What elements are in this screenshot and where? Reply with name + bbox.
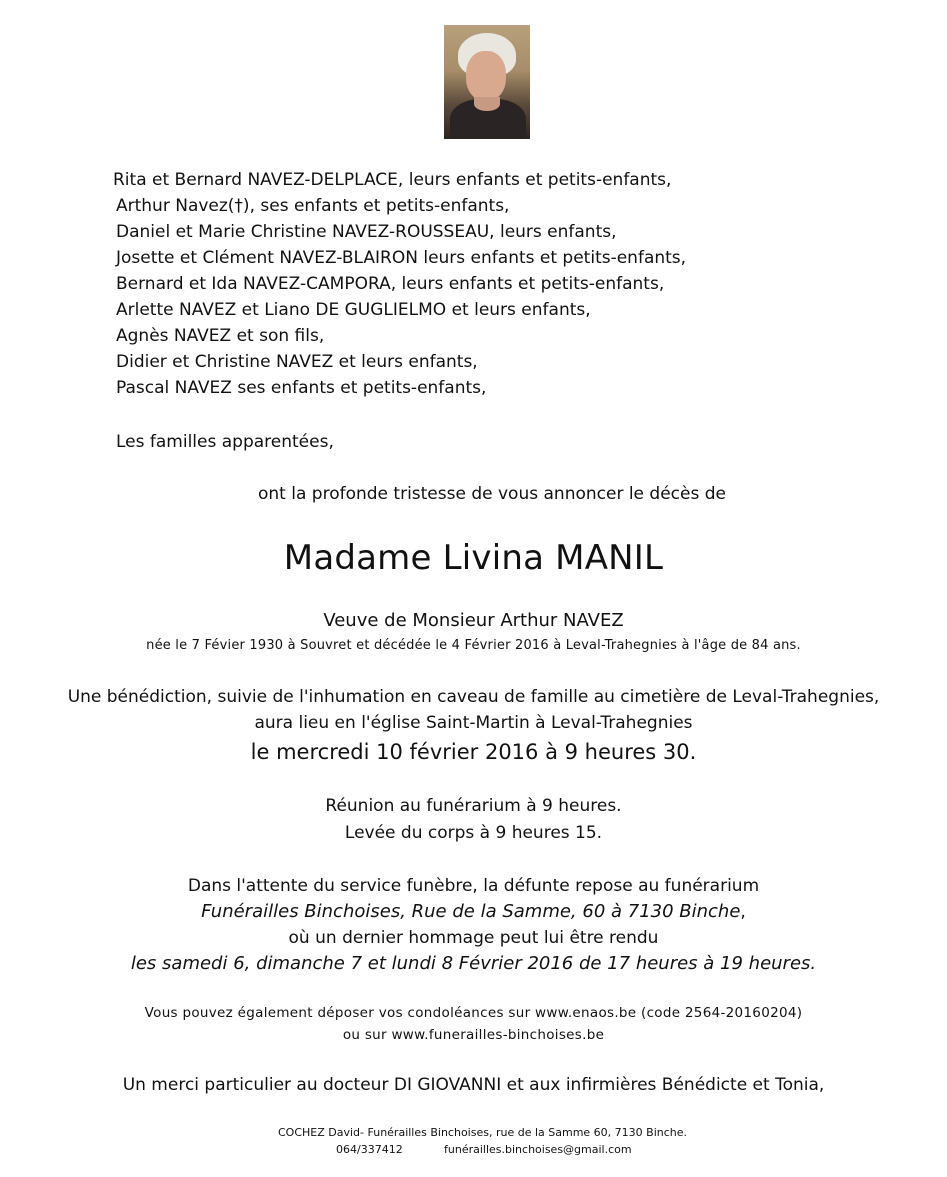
family-line: Arlette NAVEZ et Liano DE GUGLIELMO et leurs enfants, [116, 300, 591, 320]
ceremony-details [0, 684, 947, 736]
family-line: Rita et Bernard NAVEZ-DELPLACE, leurs enfants et petits-enfants, [113, 170, 672, 190]
footer-phone: 064/337412 [336, 1143, 403, 1156]
funerarium-comma: , [740, 902, 746, 922]
schedule [0, 793, 947, 847]
ceremony-line: Une bénédiction, suivie de l'inhumation en caveau de famille au cimetière de Leval-Trahegnies, [67, 687, 880, 707]
levee-time: Levée du corps à 9 heures 15. [344, 823, 603, 843]
funeral-home-footer [278, 1124, 687, 1158]
visitation-note: où un dernier hommage peut lui être rendu [288, 928, 659, 948]
family-list [113, 167, 687, 401]
portrait-face [466, 51, 506, 101]
related-families: Les familles apparentées, [116, 432, 334, 452]
deceased-name: Madame Livina MANIL [283, 538, 664, 578]
footer-address: COCHEZ David- Funérailles Binchoises, rue de la Samme 60, 7130 Binche. [278, 1126, 688, 1139]
funerarium-address-row [0, 899, 947, 925]
ceremony-date-text: le mercredi 10 février 2016 à 9 heures 30 [250, 740, 690, 764]
family-line: Pascal NAVEZ ses enfants et petits-enfants, [116, 378, 487, 398]
portrait-collar [474, 97, 500, 111]
reunion-time: Réunion au funérarium à 9 heures. [325, 796, 622, 816]
footer-email: funérailles.binchoises@gmail.com [444, 1143, 632, 1156]
ceremony-location: aura lieu en l'église Saint-Martin à Leval-Trahegnies [254, 713, 693, 733]
visiting-hours: les samedi 6, dimanche 7 et lundi 8 Février 2016 de 17 heures à 19 heures. [130, 953, 817, 974]
condolences-line-1: Vous pouvez également déposer vos condoléances sur www.enaos.be (code 2564-20160204) [144, 1005, 803, 1021]
family-line: Josette et Clément NAVEZ-BLAIRON leurs enfants et petits-enfants, [116, 248, 687, 268]
condolences-line-2: ou sur www.funerailles-binchoises.be [342, 1027, 605, 1043]
portrait-photo [444, 25, 530, 139]
condolences-info [0, 1002, 947, 1046]
widow-of: Veuve de Monsieur Arthur NAVEZ [323, 610, 624, 631]
family-line: Daniel et Marie Christine NAVEZ-ROUSSEAU, leurs enfants, [116, 222, 617, 242]
announcement-text: ont la profonde tristesse de vous annoncer le décès de [258, 484, 726, 504]
thanks-message: Un merci particulier au docteur DI GIOVANNI et aux infirmières Bénédicte et Tonia, [122, 1075, 825, 1095]
ceremony-date [0, 737, 947, 767]
visitation-intro: Dans l'attente du service funèbre, la défunte repose au funérarium [187, 876, 760, 896]
footer-contact [278, 1141, 687, 1158]
family-line: Didier et Christine NAVEZ et leurs enfants, [116, 352, 478, 372]
birth-death-details: née le 7 Févier 1930 à Souvret et décédée le 4 Février 2016 à Leval-Trahegnies à l'âge de 84 ans. [146, 638, 801, 653]
ceremony-date-period: . [689, 740, 697, 764]
family-line: Agnès NAVEZ et son fils, [116, 326, 325, 346]
funerarium-address: Funérailles Binchoises, Rue de la Samme, 60 à 7130 Binche [201, 901, 741, 922]
family-line: Arthur Navez(†), ses enfants et petits-enfants, [116, 196, 510, 216]
visitation-details [0, 873, 947, 977]
family-line: Bernard et Ida NAVEZ-CAMPORA, leurs enfants et petits-enfants, [116, 274, 665, 294]
